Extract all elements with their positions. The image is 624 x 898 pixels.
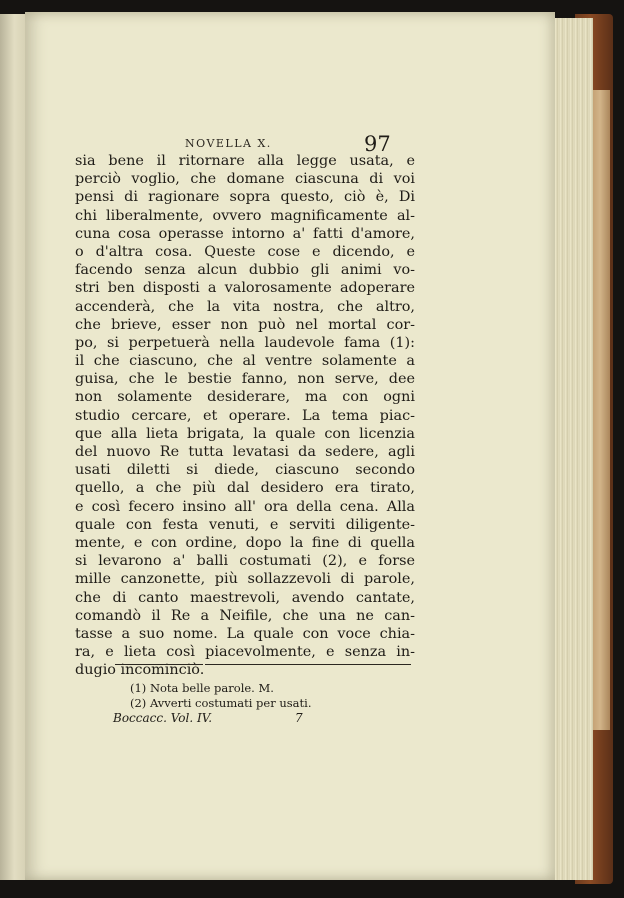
text-line: mille canzonette, più sollazzevoli di parole, bbox=[75, 571, 415, 588]
signature-number: 7 bbox=[295, 711, 303, 725]
footnote-rule bbox=[205, 664, 411, 665]
text-line: che brieve, esser non può nel mortal cor- bbox=[75, 316, 415, 333]
text-line: studio cercare, et operare. La tema piac- bbox=[75, 407, 415, 424]
text-line: que alla lieta brigata, la quale con licenzia bbox=[75, 425, 415, 442]
text-line: guisa, che le bestie fanno, non serve, dee bbox=[75, 371, 415, 388]
footnote-rule bbox=[115, 664, 203, 665]
text-line: mente, e con ordine, dopo la fine di quella bbox=[75, 534, 415, 551]
text-line: pensi di ragionare sopra questo, ciò è, Di bbox=[75, 189, 415, 206]
footnotes bbox=[130, 681, 420, 711]
text-line: quello, a che più dal desidero era tirato, bbox=[75, 480, 415, 497]
body-text bbox=[75, 152, 415, 679]
text-line: facendo senza alcun dubbio gli animi vo- bbox=[75, 262, 415, 279]
text-line: perciò voglio, che domane ciascuna di voi bbox=[75, 171, 415, 188]
book-page bbox=[25, 12, 555, 880]
text-line: ra, e lieta così piacevolmente, e senza in- bbox=[75, 644, 415, 661]
text-line: chi liberalmente, ovvero magnificamente al- bbox=[75, 207, 415, 224]
text-line: tasse a suo nome. La quale con voce chia- bbox=[75, 625, 415, 642]
text-line: o d'altra cosa. Queste cose e dicendo, e bbox=[75, 243, 415, 260]
printer-signature bbox=[113, 711, 413, 729]
text-line: accenderà, che la vita nostra, che altro, bbox=[75, 298, 415, 315]
signature-mark: Boccacc. Vol. IV. bbox=[113, 711, 213, 725]
text-line: si levarono a' balli costumati (2), e forse bbox=[75, 553, 415, 570]
text-line: dugio incominciò. bbox=[75, 662, 205, 679]
text-line: po, si perpetuerà nella laudevole fama (1): bbox=[75, 334, 415, 351]
text-line: cuna cosa operasse intorno a' fatti d'amore, bbox=[75, 225, 415, 242]
footnote-2: (2) Avverti costumati per usati. bbox=[130, 696, 312, 710]
footnote-1: (1) Nota belle parole. M. bbox=[130, 681, 274, 695]
text-line: usati diletti si diede, ciascuno secondo bbox=[75, 462, 415, 479]
left-page-edge bbox=[0, 14, 27, 880]
text-line: il che ciascuno, che al ventre solamente a bbox=[75, 353, 415, 370]
text-line: comandò il Re a Neifile, che una ne can- bbox=[75, 607, 415, 624]
cover-paper-strip bbox=[590, 90, 610, 730]
text-line: e così fecero insino all' ora della cena. Alla bbox=[75, 498, 415, 515]
text-line: stri ben disposti a valorosamente adoperare bbox=[75, 280, 415, 297]
text-line: quale con festa venuti, e serviti diligente- bbox=[75, 516, 415, 533]
page-number: 97 bbox=[364, 132, 391, 156]
text-line: del nuovo Re tutta levatasi da sedere, agli bbox=[75, 444, 415, 460]
text-line: non solamente desiderare, ma con ogni bbox=[75, 389, 415, 406]
running-head: NOVELLA X. bbox=[185, 137, 272, 150]
text-line: sia bene il ritornare alla legge usata, e bbox=[75, 153, 415, 169]
text-line: che di canto maestrevoli, avendo cantate, bbox=[75, 589, 415, 606]
